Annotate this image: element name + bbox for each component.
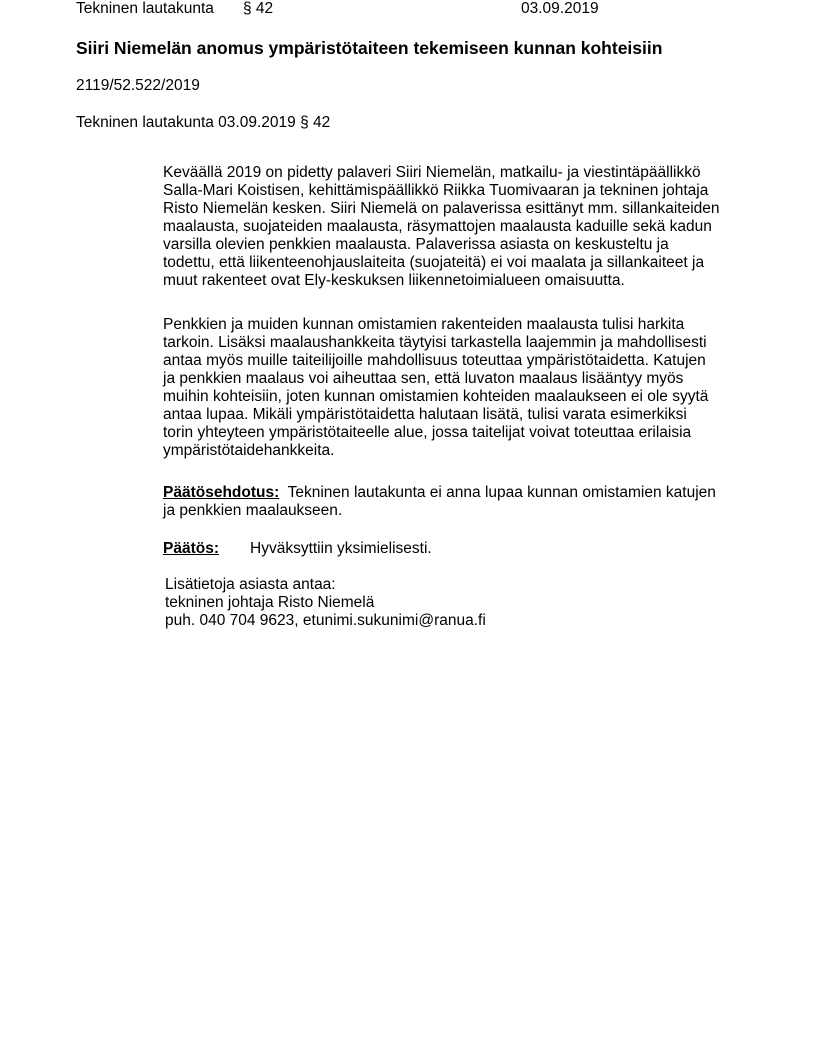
meeting-reference: Tekninen lautakunta 03.09.2019 § 42	[76, 114, 331, 131]
text-line: antaa myös muille taiteilijoille mahdollisuus toteuttaa ympäristötaidetta. Katujen	[163, 352, 706, 369]
text-line: maalausta, suojateiden maalausta, räsymattojen maalausta kaduille sekä kadun	[163, 218, 712, 235]
contact-line: tekninen johtaja Risto Niemelä	[165, 594, 375, 611]
header-section: § 42	[243, 0, 274, 17]
proposal-label: Päätösehdotus:	[163, 484, 280, 501]
header-date: 03.09.2019	[521, 0, 599, 17]
document-title: Siiri Niemelän anomus ympäristötaiteen tekemiseen kunnan kohteisiin	[76, 38, 663, 58]
text-line: varsilla olevien penkkien maalausta. Palaverissa asiasta on keskusteltu ja	[163, 236, 669, 253]
text-line: ympäristötaidehankkeita.	[163, 442, 335, 459]
text-line: Keväällä 2019 on pidetty palaveri Siiri Niemelän, matkailu- ja viestintäpäällikkö	[163, 164, 701, 181]
proposal-text: ja penkkien maalaukseen.	[163, 502, 343, 519]
contact-info	[165, 576, 486, 630]
text-line: tarkoin. Lisäksi maalaushankkeita täytyisi tarkastella laajemmin ja mahdollisesti	[163, 334, 707, 351]
text-line: Salla-Mari Koistisen, kehittämispäällikkö Riikka Tuomivaaran ja tekninen johtaja	[163, 182, 709, 199]
decision-label: Päätös:	[163, 540, 219, 557]
paragraph-1	[163, 164, 720, 290]
header-committee: Tekninen lautakunta	[76, 0, 214, 17]
text-line: todettu, että liikenteenohjauslaiteita (suojateitä) ei voi maalata ja sillankaiteet ja	[163, 254, 705, 271]
text-line: muihin kohteisiin, joten kunnan omistamien kohteiden maalaukseen ei ole syytä	[163, 388, 709, 405]
record-number: 2119/52.522/2019	[76, 77, 200, 94]
text-line: antaa lupaa. Mikäli ympäristötaidetta halutaan lisätä, tulisi varata esimerkiksi	[163, 406, 687, 423]
contact-line: puh. 040 704 9623, etunimi.sukunimi@ranua.fi	[165, 612, 486, 629]
decision-text: Hyväksyttiin yksimielisesti.	[250, 540, 432, 557]
text-line: ja penkkien maalaus voi aiheuttaa sen, että luvaton maalaus lisääntyy myös	[163, 370, 684, 387]
text-line: Risto Niemelän kesken. Siiri Niemelä on palaverissa esittänyt mm. sillankaiteiden	[163, 200, 720, 217]
paragraph-2	[163, 316, 708, 460]
decision-proposal	[163, 484, 716, 520]
decision	[163, 540, 432, 558]
text-line: Penkkien ja muiden kunnan omistamien rakenteiden maalausta tulisi harkita	[163, 316, 685, 333]
contact-line: Lisätietoja asiasta antaa:	[165, 576, 336, 593]
proposal-text: Tekninen lautakunta ei anna lupaa kunnan omistamien katujen	[287, 484, 716, 501]
text-line: muut rakenteet ovat Ely-keskuksen liikennetoimialueen omaisuutta.	[163, 272, 625, 289]
text-line: torin yhteyteen ympäristötaiteelle alue, jossa taitelijat voivat toteuttaa erilaisia	[163, 424, 692, 441]
